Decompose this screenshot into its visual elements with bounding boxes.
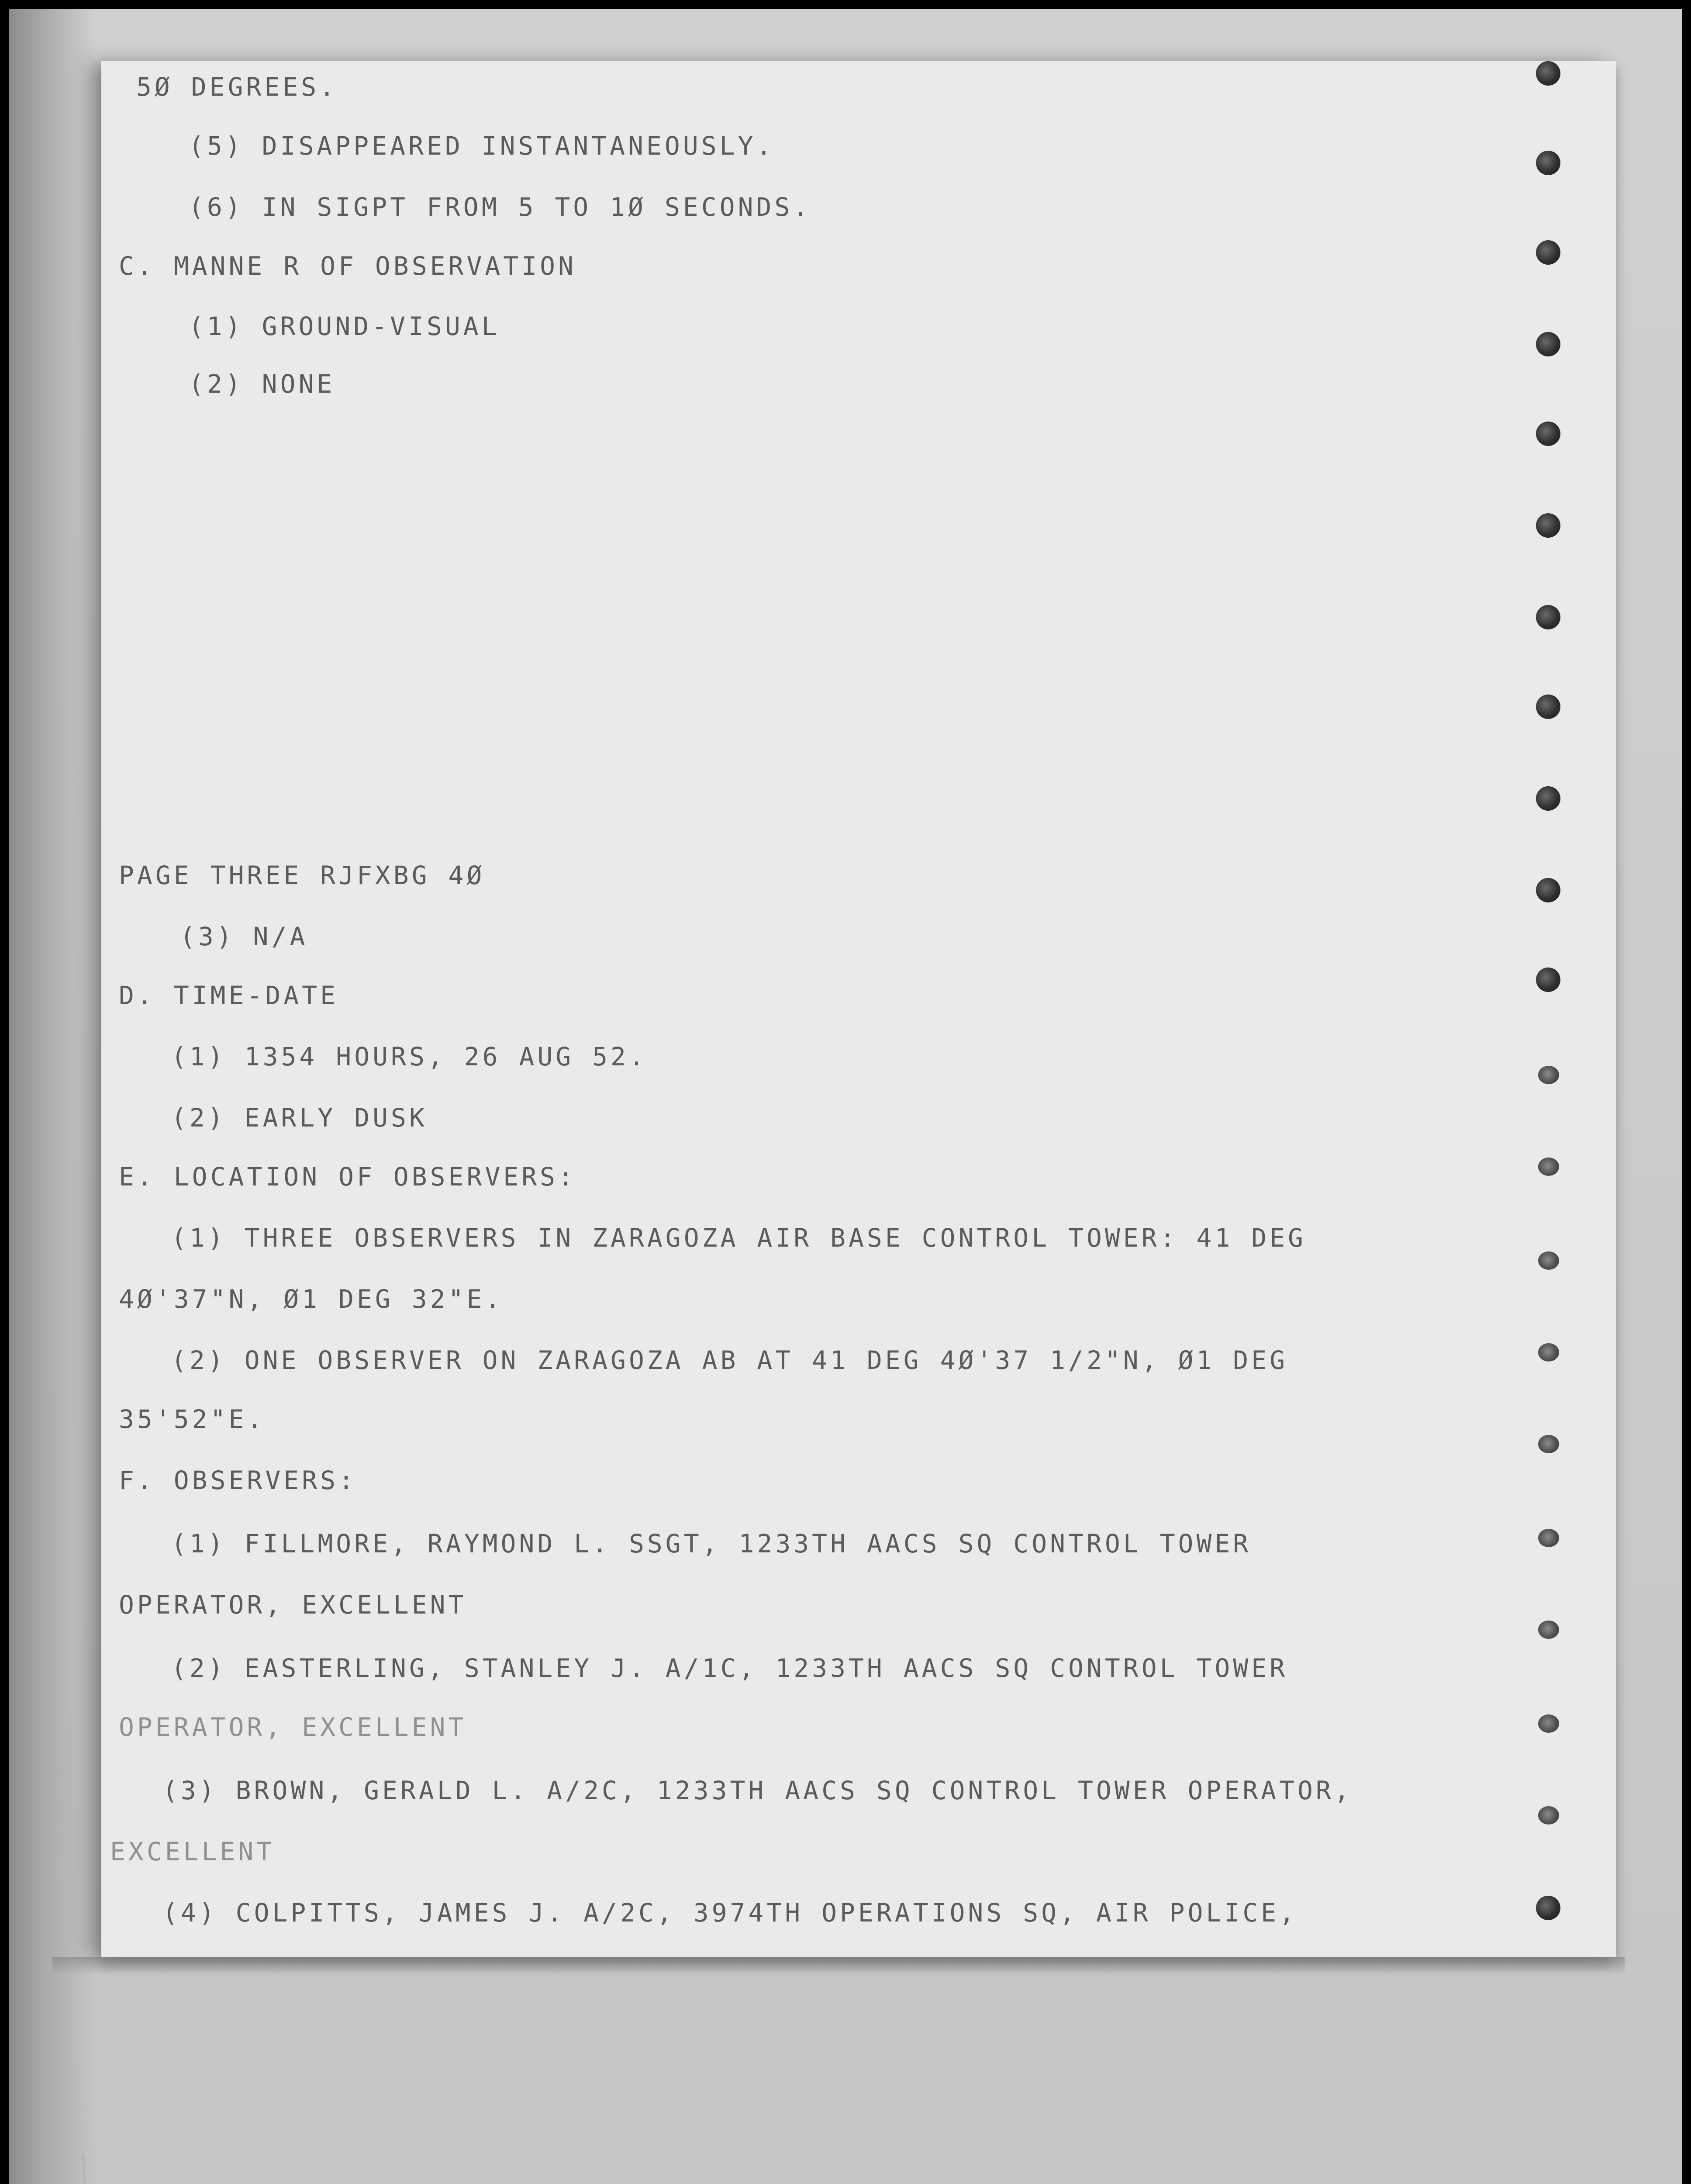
tractor-hole: [1538, 1158, 1559, 1176]
tractor-hole: [1536, 695, 1560, 719]
page-bottom-shadow: [52, 1957, 1625, 1974]
text-line: C. MANNE R OF OBSERVATION: [119, 251, 576, 281]
text-line: (4) COLPITTS, JAMES J. A/2C, 3974TH OPERATIONS SQ, AIR POLICE,: [162, 1898, 1298, 1928]
handwritten-scratch-mark: [52, 2149, 148, 2184]
section-heading: F. OBSERVERS:: [119, 1465, 357, 1495]
text-line: 4Ø'37"N, Ø1 DEG 32"E.: [119, 1284, 504, 1314]
tractor-hole: [1536, 1896, 1560, 1920]
tractor-hole: [1536, 422, 1560, 446]
text-line: (2) EASTERLING, STANLEY J. A/1C, 1233TH AACS SQ CONTROL TOWER: [171, 1653, 1288, 1683]
text-line: OPERATOR, EXCELLENT: [119, 1590, 467, 1620]
text-line: (3) BROWN, GERALD L. A/2C, 1233TH AACS SQ CONTROL TOWER OPERATOR,: [162, 1776, 1353, 1805]
text-line: (2) EARLY DUSK: [171, 1103, 428, 1133]
text-line: (1) THREE OBSERVERS IN ZARAGOZA AIR BASE CONTROL TOWER: 41 DEG: [171, 1223, 1306, 1253]
page-header-line: PAGE THREE RJFXBG 4Ø: [119, 860, 485, 890]
tractor-hole: [1536, 151, 1560, 175]
tractor-hole: [1536, 240, 1560, 265]
text-line: 35'52"E.: [119, 1404, 266, 1434]
tractor-hole: [1538, 1806, 1559, 1825]
section-heading: E. LOCATION OF OBSERVERS:: [119, 1162, 576, 1192]
tractor-hole: [1538, 1714, 1559, 1733]
tractor-hole: [1538, 1435, 1559, 1453]
tractor-hole: [1536, 786, 1560, 811]
text-line: (1) 1354 HOURS, 26 AUG 52.: [171, 1042, 647, 1071]
teletype-page: [101, 61, 1616, 1957]
text-line: (6) IN SIGPT FROM 5 TO 1Ø SECONDS.: [189, 192, 811, 222]
tractor-hole: [1538, 1621, 1559, 1639]
tractor-hole: [1536, 605, 1560, 629]
binding-shadow: [9, 9, 96, 2184]
tractor-hole: [1536, 332, 1560, 356]
tractor-hole: [1538, 1251, 1559, 1270]
tractor-hole: [1536, 968, 1560, 992]
text-line: (3) N/A: [180, 922, 308, 951]
tractor-hole: [1536, 513, 1560, 538]
text-line: (1) GROUND-VISUAL: [189, 311, 500, 341]
tractor-hole: [1538, 1343, 1559, 1362]
text-line: (2) NONE: [189, 369, 335, 399]
tractor-hole: [1538, 1066, 1559, 1084]
section-heading: D. TIME-DATE: [119, 981, 339, 1010]
tractor-hole: [1536, 61, 1560, 86]
tractor-hole: [1538, 1529, 1559, 1547]
text-line: (1) FILLMORE, RAYMOND L. SSGT, 1233TH AACS SQ CONTROL TOWER: [171, 1529, 1252, 1559]
text-line: 5Ø DEGREES.: [136, 72, 338, 102]
text-line: (2) ONE OBSERVER ON ZARAGOZA AB AT 41 DEG 4Ø'37 1/2"N, Ø1 DEG: [171, 1345, 1288, 1375]
tractor-hole: [1536, 878, 1560, 902]
text-line: EXCELLENT: [110, 1837, 275, 1866]
text-line: OPERATOR, EXCELLENT: [119, 1712, 467, 1742]
text-line: (5) DISAPPEARED INSTANTANEOUSLY.: [189, 131, 775, 161]
